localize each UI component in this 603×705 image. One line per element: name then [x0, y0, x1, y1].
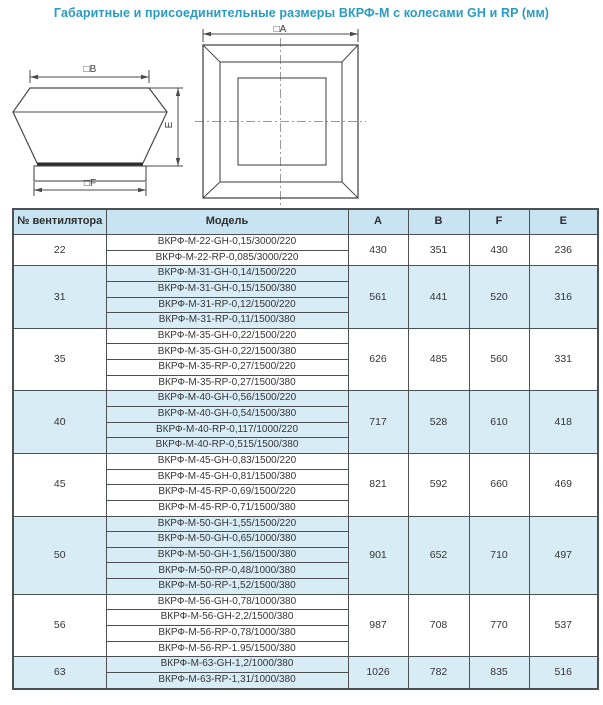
model-cell: ВКРФ-М-50-RP-1,52/1500/380 [106, 579, 348, 595]
dimension-f-cell: 710 [469, 516, 529, 594]
fan-number-cell: 50 [13, 516, 106, 594]
col-header-e: E [529, 209, 598, 235]
dimensions-table [12, 208, 599, 690]
model-cell: ВКРФ-М-50-GH-0,65/1000/380 [106, 532, 348, 548]
dimension-b-cell: 782 [408, 657, 469, 689]
table-row [13, 453, 598, 469]
page-title: Габаритные и присоединительные размеры ВКРФ-М с колесами GH и RP (мм) [53, 6, 550, 20]
model-cell: ВКРФ-М-35-RP-0,27/1500/380 [106, 375, 348, 391]
model-cell: ВКРФ-М-40-RP-0,117/1000/220 [106, 422, 348, 438]
dimension-f-cell: 430 [469, 235, 529, 266]
model-cell: ВКРФ-М-35-GH-0,22/1500/220 [106, 328, 348, 344]
dimension-b-cell: 441 [408, 266, 469, 329]
fan-number-cell: 56 [13, 594, 106, 657]
dimension-f-cell: 770 [469, 594, 529, 657]
dimension-f-cell: 660 [469, 453, 529, 516]
model-cell: ВКРФ-М-31-GH-0,15/1500/380 [106, 281, 348, 297]
model-cell: ВКРФ-М-50-RP-0,48/1000/380 [106, 563, 348, 579]
model-cell: ВКРФ-М-45-RP-0,69/1500/220 [106, 485, 348, 501]
dimension-b-cell: 351 [408, 235, 469, 266]
col-header-model: Модель [106, 209, 348, 235]
table-row [13, 328, 598, 344]
table-row [13, 657, 598, 673]
dimension-f-cell: 835 [469, 657, 529, 689]
model-cell: ВКРФ-М-56-RP-1.95/1500/380 [106, 641, 348, 657]
dimension-a-cell: 561 [348, 266, 408, 329]
model-cell: ВКРФ-М-40-GH-0,56/1500/220 [106, 391, 348, 407]
fan-top-view-diagram [192, 24, 367, 214]
dimension-e-cell: 469 [529, 453, 598, 516]
dimension-a-cell: 901 [348, 516, 408, 594]
model-cell: ВКРФ-М-45-GH-0,83/1500/220 [106, 453, 348, 469]
model-cell: ВКРФ-М-31-GH-0,14/1500/220 [106, 266, 348, 282]
dimensions-table-body [13, 235, 598, 690]
model-cell: ВКРФ-М-35-RP-0,27/1500/220 [106, 360, 348, 376]
model-cell: ВКРФ-М-63-GH-1,2/1000/380 [106, 657, 348, 673]
model-cell: ВКРФ-М-31-RP-0,12/1500/220 [106, 297, 348, 313]
fan-number-cell: 63 [13, 657, 106, 689]
model-cell: ВКРФ-М-56-RP-0,78/1000/380 [106, 626, 348, 642]
dimension-e-cell: 236 [529, 235, 598, 266]
model-cell: ВКРФ-М-40-GH-0,54/1500/380 [106, 407, 348, 423]
dimension-e-cell: 331 [529, 328, 598, 391]
dimension-b-cell: 708 [408, 594, 469, 657]
dimension-b-cell: 652 [408, 516, 469, 594]
dimension-e-cell: 537 [529, 594, 598, 657]
col-header-b: B [408, 209, 469, 235]
table-row [13, 235, 598, 251]
dimension-f-cell: 520 [469, 266, 529, 329]
model-cell: ВКРФ-М-22-GH-0,15/3000/220 [106, 235, 348, 251]
col-header-f: F [469, 209, 529, 235]
dimension-a-cell: 1026 [348, 657, 408, 689]
dimension-e-cell: 497 [529, 516, 598, 594]
model-cell: ВКРФ-М-56-GH-2,2/1500/380 [106, 610, 348, 626]
model-cell: ВКРФ-М-56-GH-0,78/1000/380 [106, 594, 348, 610]
table-row [13, 391, 598, 407]
dimension-b-cell: 592 [408, 453, 469, 516]
dim-label-e: E [164, 121, 175, 129]
fan-number-cell: 31 [13, 266, 106, 329]
dimension-a-cell: 987 [348, 594, 408, 657]
fan-number-cell: 40 [13, 391, 106, 454]
dimension-b-cell: 485 [408, 328, 469, 391]
fan-number-cell: 35 [13, 328, 106, 391]
model-cell: ВКРФ-М-63-RP-1,31/1000/380 [106, 672, 348, 689]
dimension-a-cell: 626 [348, 328, 408, 391]
dimension-a-cell: 821 [348, 453, 408, 516]
table-row [13, 516, 598, 532]
model-cell: ВКРФ-М-50-GH-1,56/1500/380 [106, 547, 348, 563]
col-header-fan-number: № вентилятора [13, 209, 106, 235]
dimension-e-cell: 418 [529, 391, 598, 454]
table-header-row [13, 209, 598, 235]
dimension-f-cell: 560 [469, 328, 529, 391]
model-cell: ВКРФ-М-50-GH-1,55/1500/220 [106, 516, 348, 532]
dim-label-f: □F [83, 178, 97, 189]
fan-number-cell: 22 [13, 235, 106, 266]
table-row [13, 266, 598, 282]
dimension-e-cell: 516 [529, 657, 598, 689]
dim-label-a: □A [273, 24, 287, 35]
model-cell: ВКРФ-М-35-GH-0,22/1500/380 [106, 344, 348, 360]
dimension-a-cell: 717 [348, 391, 408, 454]
model-cell: ВКРФ-М-22-RP-0,085/3000/220 [106, 250, 348, 266]
model-cell: ВКРФ-М-45-GH-0,81/1500/380 [106, 469, 348, 485]
col-header-a: A [348, 209, 408, 235]
dimension-b-cell: 528 [408, 391, 469, 454]
table-row [13, 594, 598, 610]
dimension-e-cell: 316 [529, 266, 598, 329]
dimension-f-cell: 610 [469, 391, 529, 454]
model-cell: ВКРФ-М-31-RP-0,11/1500/380 [106, 313, 348, 329]
dim-label-b: □B [83, 64, 97, 75]
model-cell: ВКРФ-М-40-RP-0,515/1500/380 [106, 438, 348, 454]
centerlines [195, 38, 366, 205]
model-cell: ВКРФ-М-45-RP-0,71/1500/380 [106, 500, 348, 516]
fan-number-cell: 45 [13, 453, 106, 516]
fan-side-view-diagram [8, 56, 193, 206]
dimension-arrowheads [30, 75, 180, 192]
dimension-a-cell: 430 [348, 235, 408, 266]
